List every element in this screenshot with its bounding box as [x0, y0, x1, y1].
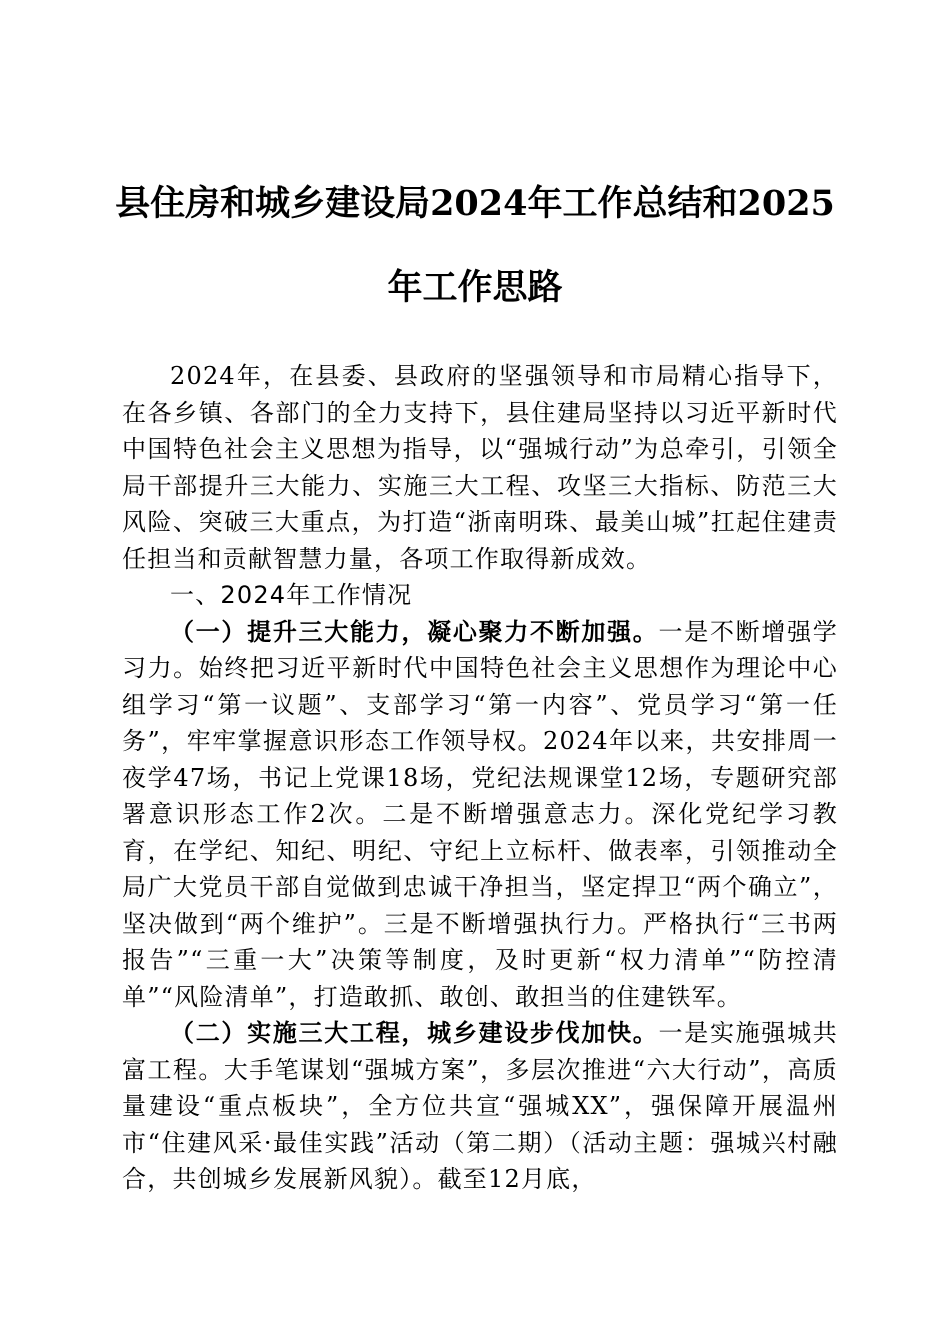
paragraph-2: [122, 1015, 838, 1198]
paragraph-1-body: 一是不断增强学习力。始终把习近平新时代中国特色社会主义思想作为理论中心组学习“第一议题”、支部学习“第一内容”、党员学习“第一任务”，牢牢掌握意识形态工作领导权。2024年以来，共安排周一夜学47场，书记上党课18场，党纪法规课堂12场，专题研究部署意识形态工作2次。二是不断增强意志力。深化党纪学习教育，在学纪、知纪、明纪、守纪上立标杆、做表率，引领推动全局广大党员干部自觉做到忠诚干净担当，坚定捍卫“两个确立”，坚决做到“两个维护”。三是不断增强执行力。严格执行“三书两报告”“三重一大”决策等制度，及时更新“权力清单”“防控清单”“风险清单”，打造敢抓、敢创、敢担当的住建铁军。: [122, 617, 838, 1011]
intro-paragraph: 2024年，在县委、县政府的坚强领导和市局精心指导下，在各乡镇、各部门的全力支持下，县住建局坚持以习近平新时代中国特色社会主义思想为指导，以“强城行动”为总牵引，引领全局干部提升三大能力、实施三大工程、攻坚三大指标、防范三大风险、突破三大重点，为打造“浙南明珠、最美山城”扛起住建责任担当和贡献智慧力量，各项工作取得新成效。: [122, 362, 838, 573]
paragraph-1-lead: （一）提升三大能力，凝心聚力不断加强。: [170, 616, 659, 646]
document-body: [122, 358, 838, 1198]
paragraph-2-lead: （二）实施三大工程，城乡建设步伐加快。: [170, 1018, 659, 1047]
document-title: 县住房和城乡建设局2024年工作总结和2025年工作思路: [115, 183, 835, 308]
paragraph-2-body: 一是实施强城共富工程。大手笔谋划“强城方案”，多层次推进“六大行动”，高质量建设“重点板块”，全方位共宣“强城XX”，强保障开展温州市“住建风采·最佳实践”活动（第二期）（活动主题：强城兴村融合，共创城乡发展新风貌）。截至12月底，: [122, 1019, 838, 1193]
paragraph-1: [122, 614, 838, 1016]
section-heading: 一、2024年工作情况: [170, 581, 413, 609]
